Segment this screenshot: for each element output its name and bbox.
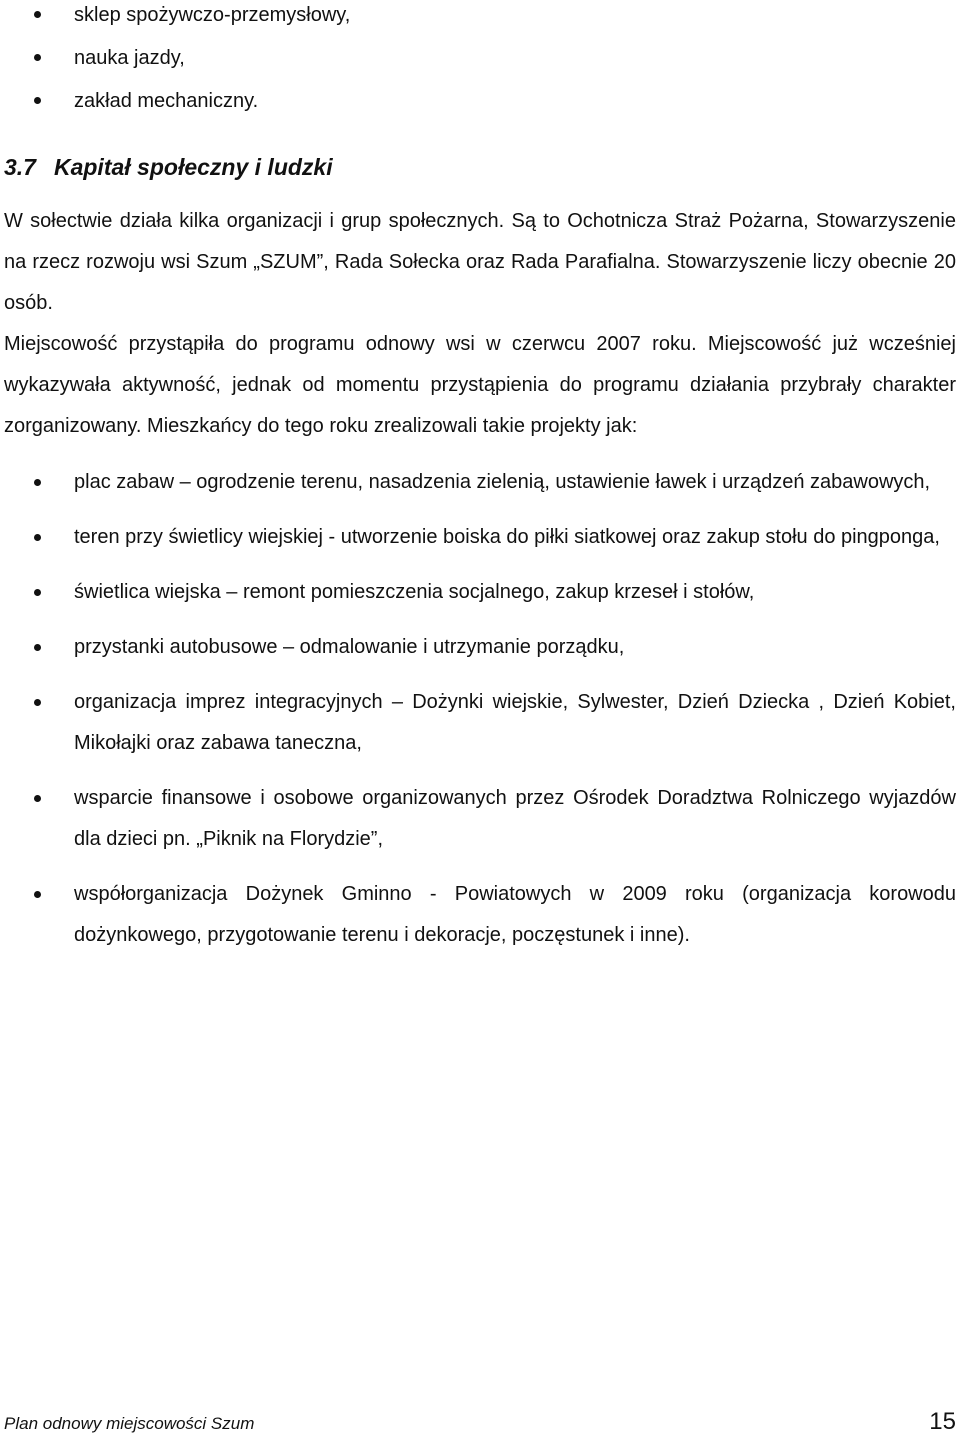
list-item xyxy=(4,778,956,860)
list-item xyxy=(4,627,956,668)
list-item-text: teren przy świetlicy wiejskiej - utworzenie boiska do piłki siatkowej oraz zakup stołu do pingponga, xyxy=(74,526,940,548)
list-item xyxy=(4,462,956,503)
footer-title: Plan odnowy miejscowości Szum xyxy=(4,1414,255,1433)
section-number: 3.7 xyxy=(4,154,36,180)
page-number: 15 xyxy=(929,1408,956,1435)
bullet-icon xyxy=(34,589,41,596)
paragraph-renewal-program: Miejscowość przystąpiła do programu odnowy wsi w czerwcu 2007 roku. Miejscowość już wcześniej wykazywała aktywność, jednak od momentu przystąpienia do programu działania przybrały charakter zorganizowany. Mieszkańcy do tego roku zrealizowali takie projekty jak: xyxy=(4,333,956,437)
bullet-icon xyxy=(34,699,41,706)
list-item xyxy=(4,682,956,764)
list-item-text: wsparcie finansowe i osobowe organizowanych przez Ośrodek Doradztwa Rolniczego wyjazdów dla dzieci pn. „Piknik na Florydzie”, xyxy=(74,787,956,850)
bullet-icon xyxy=(34,97,41,104)
list-item xyxy=(4,80,956,123)
document-page xyxy=(4,0,956,970)
list-item-text: nauka jazdy, xyxy=(74,47,185,69)
bullet-icon xyxy=(34,54,41,61)
bullet-icon xyxy=(34,644,41,651)
bullet-icon xyxy=(34,11,41,18)
list-item-text: przystanki autobusowe – odmalowanie i utrzymanie porządku, xyxy=(74,636,625,658)
section-title: Kapitał społeczny i ludzki xyxy=(53,154,333,180)
list-item xyxy=(4,874,956,956)
section-heading xyxy=(4,153,956,181)
bullet-icon xyxy=(34,479,41,486)
services-list xyxy=(4,0,956,123)
list-item-text: sklep spożywczo-przemysłowy, xyxy=(74,4,351,26)
projects-list xyxy=(4,462,956,956)
list-item-text: zakład mechaniczny. xyxy=(74,90,259,112)
list-item xyxy=(4,37,956,80)
bullet-icon xyxy=(34,534,41,541)
bullet-icon xyxy=(34,891,41,898)
page-footer xyxy=(4,1408,956,1440)
list-item-text: plac zabaw – ogrodzenie terenu, nasadzenia zielenią, ustawienie ławek i urządzeń zabawowych, xyxy=(74,471,931,493)
list-item-text: współorganizacja Dożynek Gminno - Powiatowych w 2009 roku (organizacja korowodu dożynkowego, przygotowanie terenu i dekoracje, poczęstunek i inne). xyxy=(74,883,956,946)
list-item-text: świetlica wiejska – remont pomieszczenia socjalnego, zakup krzeseł i stołów, xyxy=(74,581,755,603)
list-item xyxy=(4,572,956,613)
paragraph-organizations: W sołectwie działa kilka organizacji i grup społecznych. Są to Ochotnicza Straż Pożarna, Stowarzyszenie na rzecz rozwoju wsi Szum „SZUM”, Rada Sołecka oraz Rada Parafialna. Stowarzyszenie liczy obecnie 20 osób. xyxy=(4,210,956,314)
bullet-icon xyxy=(34,795,41,802)
list-item-text: organizacja imprez integracyjnych – Dożynki wiejskie, Sylwester, Dzień Dziecka , Dzień Kobiet, Mikołajki oraz zabawa taneczna, xyxy=(74,691,956,754)
list-item xyxy=(4,517,956,558)
list-item xyxy=(4,0,956,37)
